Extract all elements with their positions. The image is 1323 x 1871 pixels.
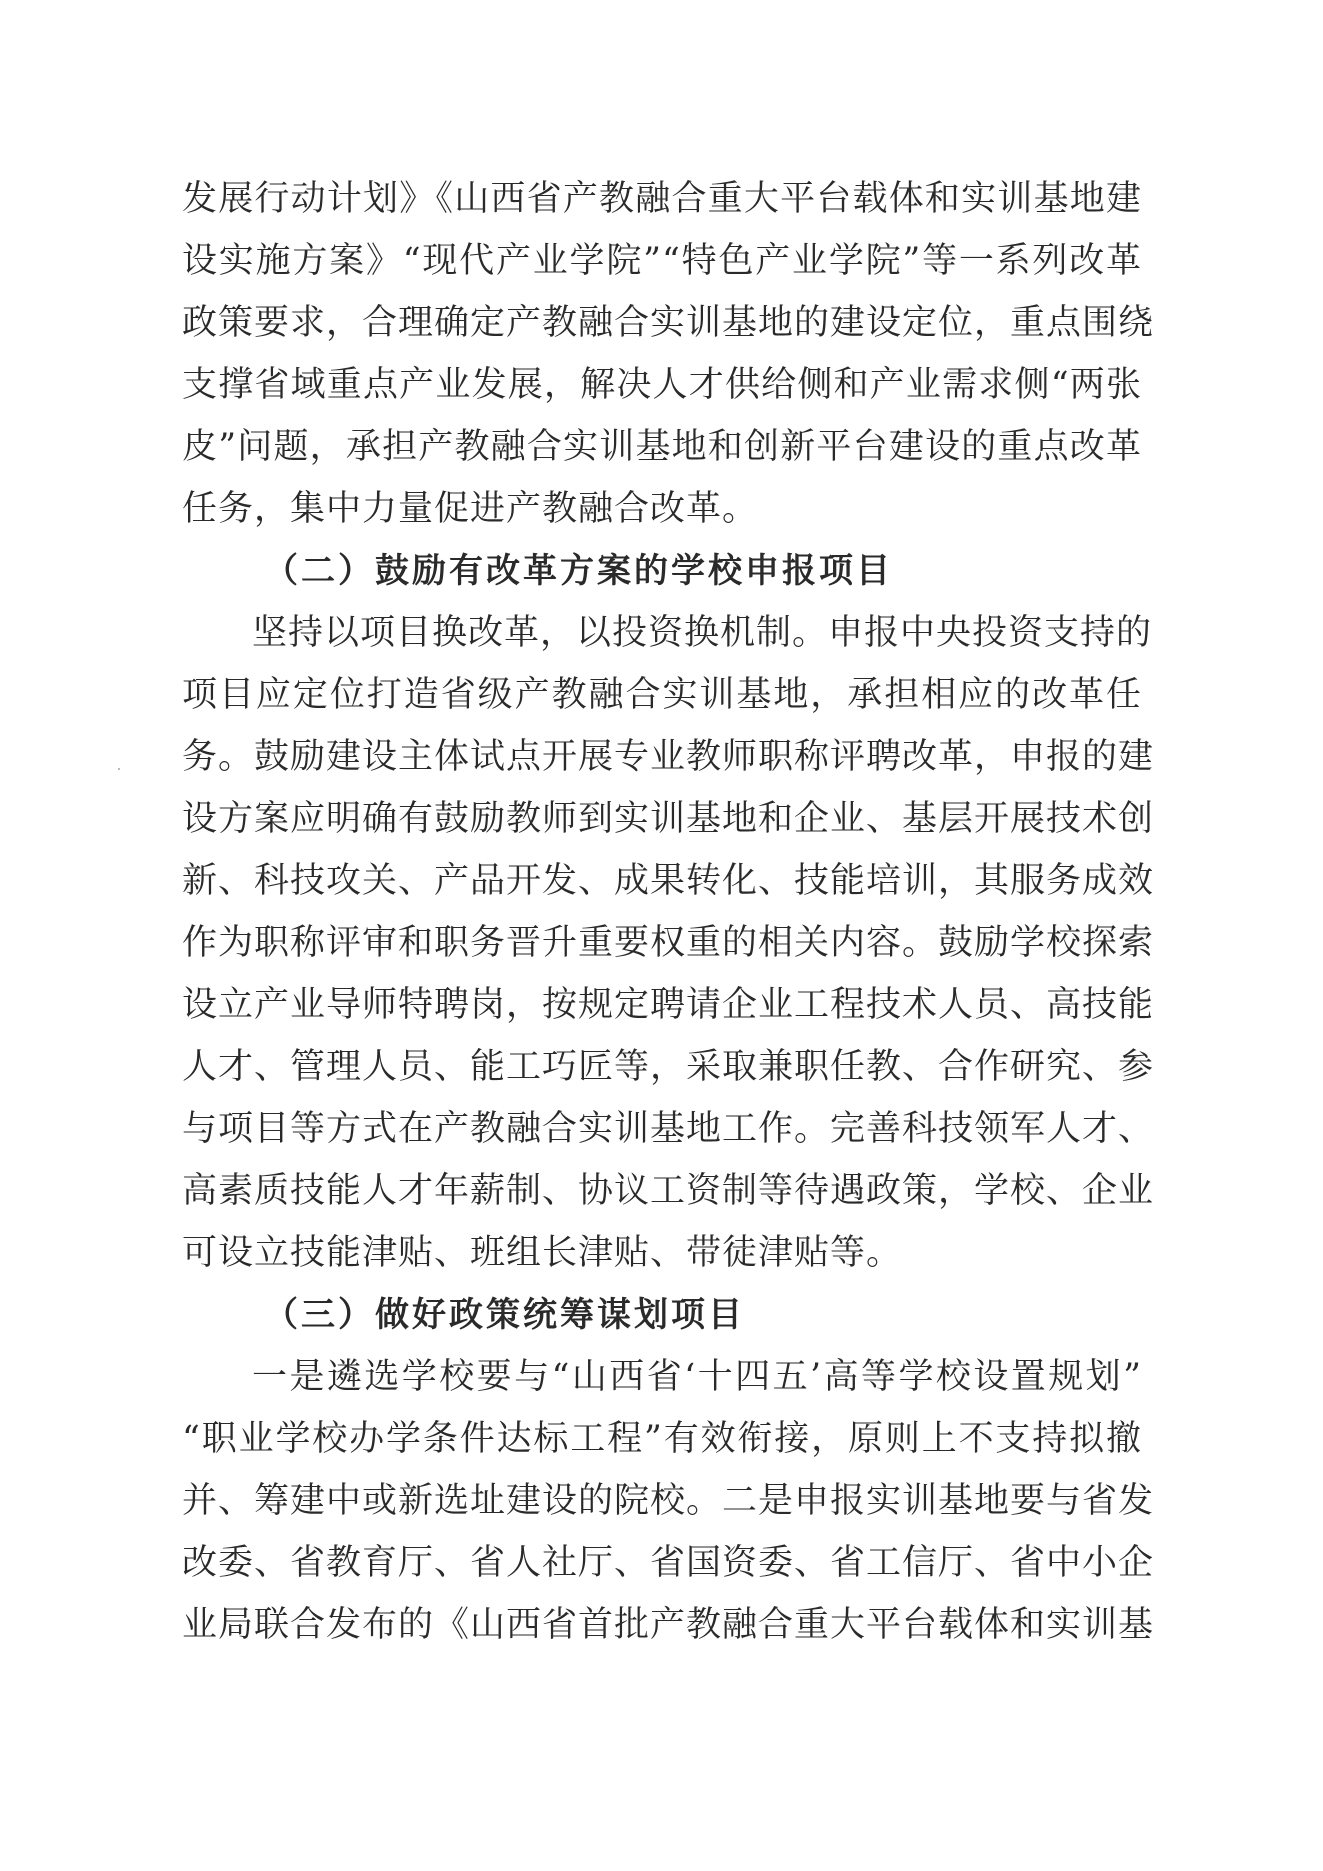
section-heading-2: （二）鼓励有改革方案的学校申报项目 (264, 551, 893, 591)
paragraph-2 (182, 602, 1155, 1284)
text-line: 支撑省域重点产业发展，解决人才供给侧和产业需求侧“两张 (182, 365, 1142, 405)
text-line: 设立产业导师特聘岗，按规定聘请企业工程技术人员、高技能 (182, 985, 1155, 1025)
text-line: 任务，集中力量促进产教融合改革。 (182, 489, 759, 529)
text-line: 设方案应明确有鼓励教师到实训基地和企业、基层开展技术创 (182, 799, 1155, 839)
document-body (182, 168, 1155, 1656)
text-line: 可设立技能津贴、班组长津贴、带徒津贴等。 (182, 1233, 903, 1273)
text-line: “职业学校办学条件达标工程”有效衔接，原则上不支持拟撤 (182, 1419, 1142, 1459)
text-line: 改委、省教育厅、省人社厅、省国资委、省工信厅、省中小企 (182, 1543, 1155, 1583)
text-line: 并、筹建中或新选址建设的院校。二是申报实训基地要与省发 (182, 1481, 1155, 1521)
text-line: 与项目等方式在产教融合实训基地工作。完善科技领军人才、 (182, 1109, 1155, 1149)
text-line: 作为职称评审和职务晋升重要权重的相关内容。鼓励学校探索 (182, 923, 1155, 963)
paragraph-3 (182, 1346, 1155, 1656)
text-line: 项目应定位打造省级产教融合实训基地，承担相应的改革任 (182, 675, 1142, 715)
text-line: 设实施方案》“现代产业学院”“特色产业学院”等一系列改革 (182, 241, 1142, 281)
text-line: 新、科技攻关、产品开发、成果转化、技能培训，其服务成效 (182, 861, 1155, 901)
text-line: 业局联合发布的《山西省首批产教融合重大平台载体和实训基 (182, 1605, 1155, 1645)
section-heading-3: （三）做好政策统筹谋划项目 (264, 1295, 745, 1335)
scan-speck (118, 768, 120, 770)
text-line: 政策要求，合理确定产教融合实训基地的建设定位，重点围绕 (182, 303, 1155, 343)
text-line: 人才、管理人员、能工巧匠等，采取兼职任教、合作研究、参 (182, 1047, 1155, 1087)
text-line: 务。鼓励建设主体试点开展专业教师职称评聘改革，申报的建 (182, 737, 1155, 777)
text-line: 坚持以项目换改革，以投资换机制。申报中央投资支持的 (252, 613, 1153, 653)
text-line: 皮”问题，承担产教融合实训基地和创新平台建设的重点改革 (182, 427, 1142, 467)
text-line: 高素质技能人才年薪制、协议工资制等待遇政策，学校、企业 (182, 1171, 1155, 1211)
text-line: 发展行动计划》《山西省产教融合重大平台载体和实训基地建 (182, 179, 1142, 219)
paragraph-1 (182, 168, 1155, 540)
text-line: 一是遴选学校要与“山西省‘十四五’高等学校设置规划” (252, 1357, 1142, 1397)
